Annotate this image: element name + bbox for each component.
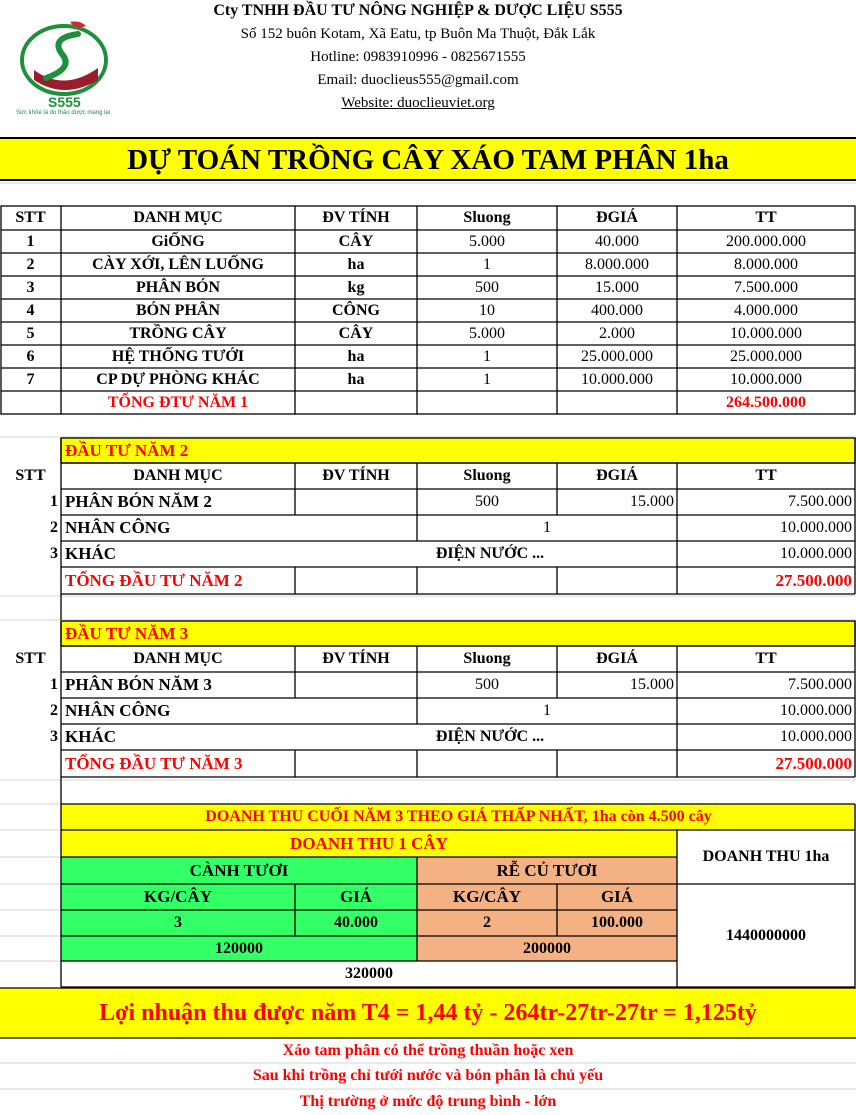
row-stt: 1 [26, 232, 35, 250]
root-kg-label: KG/CÂY [453, 887, 521, 906]
header-category: DANH MỤC [133, 650, 223, 667]
row-category: GiỐNG [151, 232, 205, 250]
root-total: 200000 [523, 939, 571, 957]
row-total: 10.000.000 [780, 519, 852, 536]
row-price: 400.000 [591, 301, 643, 319]
row-category: CP DỰ PHÒNG KHÁC [96, 370, 260, 388]
header-price: ĐGIÁ [596, 650, 638, 667]
row-total: 7.500.000 [788, 493, 852, 510]
row-quantity: 10 [479, 301, 495, 319]
branch-price-value: 40.000 [334, 914, 378, 931]
header-quantity: Sluong [463, 209, 511, 226]
row-unit: kg [347, 278, 365, 296]
branch-total: 120000 [215, 939, 263, 957]
row-stt: 1 [50, 676, 58, 693]
year2-total-value: 27.500.000 [775, 570, 852, 590]
year1-total-value: 264.500.000 [726, 393, 806, 411]
row-total: 25.000.000 [730, 347, 802, 365]
row-quantity: 1 [543, 519, 551, 536]
branch-kg-value: 3 [174, 914, 182, 931]
row-price: 2.000 [599, 324, 635, 342]
company-hotline: Hotline: 0983910996 - 0825671555 [310, 49, 526, 65]
row-quantity: 1 [543, 702, 551, 719]
logo-slogan: Sức khỏe là do thảo dược mang lại [16, 110, 111, 116]
header-stt: STT [15, 209, 46, 226]
row-category: PHÂN BÓN NĂM 2 [65, 492, 212, 511]
row-unit: ha [347, 347, 365, 365]
year2-section-title: ĐẦU TƯ NĂM 2 [65, 440, 189, 460]
revenue-per-ha-label: DOANH THU 1ha [702, 848, 830, 865]
page-title: DỰ TOÁN TRỒNG CÂY XÁO TAM PHÂN 1ha [127, 143, 729, 176]
row-total: 4.000.000 [734, 301, 798, 319]
row-unit: ha [347, 370, 365, 388]
row-stt: 1 [50, 493, 58, 510]
row-stt: 3 [50, 728, 58, 745]
row-category: NHÂN CÔNG [65, 701, 171, 720]
year3-total-value: 27.500.000 [775, 753, 852, 773]
root-price-value: 100.000 [591, 914, 643, 931]
row-price: 40.000 [595, 232, 639, 250]
header-unit: ĐV TÍNH [322, 209, 390, 226]
row-price: 25.000.000 [581, 347, 653, 365]
company-website[interactable]: Website: duoclieuviet.org [341, 95, 495, 111]
note-item: Thị trường ở mức độ trung bình - lớn [299, 1093, 557, 1110]
row-category: PHÂN BÓN NĂM 3 [65, 675, 212, 694]
row-total: 200.000.000 [726, 232, 806, 250]
row-unit: CÔNG [332, 301, 380, 319]
profit-summary: Lợi nhuận thu được năm T4 = 1,44 tỷ - 264tr-27tr-27tr = 1,125tỷ [99, 999, 757, 1026]
header-total: TT [755, 650, 777, 667]
header-stt: STT [15, 467, 46, 484]
row-quantity: 1 [483, 370, 491, 388]
branch-kg-label: KG/CÂY [144, 887, 212, 906]
revenue-per-ha-value: 1440000000 [726, 926, 806, 944]
row-stt: 2 [50, 519, 58, 536]
company-name: Cty TNHH ĐẦU TƯ NÔNG NGHIỆP & DƯỢC LIỆU S555 [213, 2, 623, 19]
row-stt: 7 [26, 370, 35, 388]
logo-text: S555 [48, 94, 81, 110]
row-quantity: 500 [475, 676, 499, 693]
company-address: Số 152 buôn Kotam, Xã Eatu, tp Buôn Ma Thuột, Đắk Lắk [240, 26, 596, 42]
row-price: 15.000 [630, 493, 674, 510]
row-total: 10.000.000 [730, 370, 802, 388]
header-total: TT [755, 209, 777, 226]
row-total: 10.000.000 [780, 545, 852, 562]
row-quantity: 500 [475, 278, 499, 296]
row-stt: 2 [26, 255, 35, 273]
root-price-label: GIÁ [600, 887, 634, 906]
row-total: 10.000.000 [780, 702, 852, 719]
row-unit: ha [347, 255, 365, 273]
header-category: DANH MỤC [133, 209, 223, 226]
revenue-title: DOANH THU CUỐI NĂM 3 THEO GIÁ THẤP NHẤT, 1ha còn 4.500 cây [205, 808, 712, 825]
year3-section-title: ĐẦU TƯ NĂM 3 [65, 623, 189, 643]
year1-total-label: TỔNG ĐTƯ NĂM 1 [107, 393, 249, 411]
row-unit: CÂY [338, 232, 374, 250]
row-stt: 6 [26, 347, 35, 365]
row-price: 10.000.000 [581, 370, 653, 388]
row-stt: 3 [50, 545, 58, 562]
row-price: 8.000.000 [585, 255, 649, 273]
header-category: DANH MỤC [133, 467, 223, 484]
row-note: ĐIỆN NƯỚC ... [435, 545, 545, 562]
tree-total: 320000 [345, 965, 393, 982]
row-quantity: 5.000 [469, 232, 505, 250]
company-logo [14, 18, 124, 118]
row-stt: 5 [26, 324, 35, 342]
row-category: TRỒNG CÂY [129, 324, 227, 342]
header-price: ĐGIÁ [596, 467, 638, 484]
row-quantity: 500 [475, 493, 499, 510]
row-category: PHÂN BÓN [136, 278, 220, 296]
row-quantity: 5.000 [469, 324, 505, 342]
note-item: Sau khi trồng chỉ tưới nước và bón phân là chủ yếu [252, 1067, 604, 1084]
row-stt: 4 [26, 301, 35, 319]
header-quantity: Sluong [463, 650, 511, 667]
branch-header: CÀNH TƯƠI [189, 860, 289, 880]
root-header: RỄ CỦ TƯƠI [496, 860, 598, 880]
row-stt: 3 [26, 278, 35, 296]
row-total: 7.500.000 [788, 676, 852, 693]
row-total: 7.500.000 [734, 278, 798, 296]
row-category: KHÁC [65, 544, 116, 563]
header-quantity: Sluong [463, 467, 511, 484]
header-unit: ĐV TÍNH [322, 650, 390, 667]
row-price: 15.000 [595, 278, 639, 296]
revenue-per-tree: DOANH THU 1 CÂY [290, 833, 448, 853]
header-total: TT [755, 467, 777, 484]
row-quantity: 1 [483, 255, 491, 273]
row-category: KHÁC [65, 727, 116, 746]
year3-total-label: TỔNG ĐẦU TƯ NĂM 3 [65, 753, 243, 773]
row-note: ĐIỆN NƯỚC ... [435, 728, 545, 745]
row-quantity: 1 [483, 347, 491, 365]
row-category: CÀY XỚI, LÊN LUỐNG [92, 255, 264, 273]
header-stt: STT [15, 650, 46, 667]
row-total: 10.000.000 [780, 728, 852, 745]
header-price: ĐGIÁ [596, 209, 638, 226]
row-category: HỆ THỐNG TƯỚI [111, 347, 245, 365]
company-email: Email: duoclieus555@gmail.com [317, 72, 519, 88]
row-category: BÓN PHÂN [136, 301, 220, 319]
row-total: 10.000.000 [730, 324, 802, 342]
row-price: 15.000 [630, 676, 674, 693]
row-category: NHÂN CÔNG [65, 518, 171, 537]
row-total: 8.000.000 [734, 255, 798, 273]
year2-total-label: TỔNG ĐẦU TƯ NĂM 2 [65, 570, 243, 590]
row-stt: 2 [50, 702, 58, 719]
branch-price-label: GIÁ [339, 887, 373, 906]
root-kg-value: 2 [483, 914, 491, 931]
row-unit: CÂY [338, 324, 374, 342]
header-unit: ĐV TÍNH [322, 467, 390, 484]
note-item: Xáo tam phân có thể trồng thuần hoặc xen [282, 1041, 574, 1059]
